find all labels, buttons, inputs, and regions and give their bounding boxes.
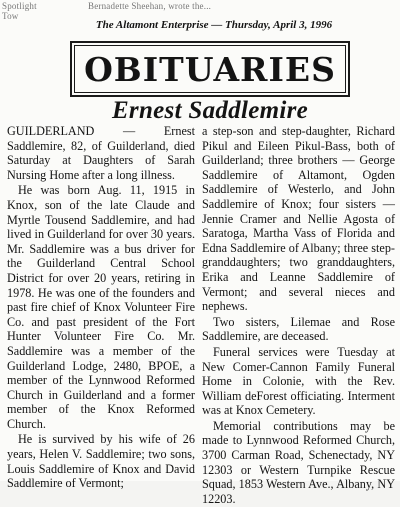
running-head: The Altamont Enterprise — Thursday, April 3, 1996 — [95, 19, 333, 31]
bleed-text-left: Tow — [2, 11, 19, 21]
paragraph-lead: GUILDERLAND — Ernest Saddlemire, 82, of Guilderland, died Saturday at Daughters of Sarah Nursing Home after a long illness. — [7, 124, 195, 182]
section-title: OBITUARIES — [84, 49, 336, 89]
column-left — [7, 124, 195, 492]
section-banner — [70, 41, 350, 97]
column-right — [202, 124, 395, 507]
paragraph-biography: He was born Aug. 11, 1915 in Knox, son of the late Claude and Myrtle Tousend Saddlemire, and had lived in Guilderland for over 30 years. Mr. Saddlemire was a bus driver for the Guilderland Central School District for over 20 years, retiring in 1978. He was one of the founders and past fire chief of Knox Volunteer Fire Co. and past president of the Fort Hunter Volunteer Fire Co. Mr. Saddlemire was a member of the Guilderland Lodge, 2480, BPOE, a member of the Lynnwood Reformed Church in Guilderland and a former member of the Knox Reformed Church. — [7, 183, 195, 431]
obituary-name: Ernest Saddlemire — [111, 97, 309, 124]
paragraph-predeceased: Two sisters, Lilemae and Rose Saddlemire, are deceased. — [202, 314, 395, 344]
paragraph-survivors: He is survived by his wife of 26 years, Helen V. Saddlemire; two sons, Louis Saddlemire of Knox and David Saddlemire of Vermont; — [7, 432, 195, 491]
paragraph-survivors-continued: a step-son and step-daughter, Richard Pikul and Eileen Pikul-Bass, both of Guilderland; three brothers — George Saddlemire of Altamont, Ogden Saddlemire of Westerlo, and John Saddlemire of Knox; four sisters — Jennie Cramer and Nellie Agosta of Saratoga, Martha Vass of Florida and Edna Saddlemire of Albany; three step-granddaughters; two granddaughters, Erika and Leanne Saddlemire of Vermont; and several nieces and nephews. — [202, 124, 395, 314]
bleed-text-top: Bernadette Sheehan, wrote the... — [88, 1, 212, 11]
bleed-text-left-top: Spotlight — [2, 1, 37, 11]
paragraph-services: Funeral services were Tuesday at New Comer-Cannon Family Funeral Home in Colonie, with the Rev. William deForest officiating. Interment was at Knox Cemetery. — [202, 344, 395, 418]
paragraph-memorials: Memorial contributions may be made to Lynnwood Reformed Church, 3700 Carman Road, Schenectady, NY 12303 or Western Turnpike Rescue Squad, 1853 Western Ave., Albany, NY 12203. — [202, 418, 395, 506]
